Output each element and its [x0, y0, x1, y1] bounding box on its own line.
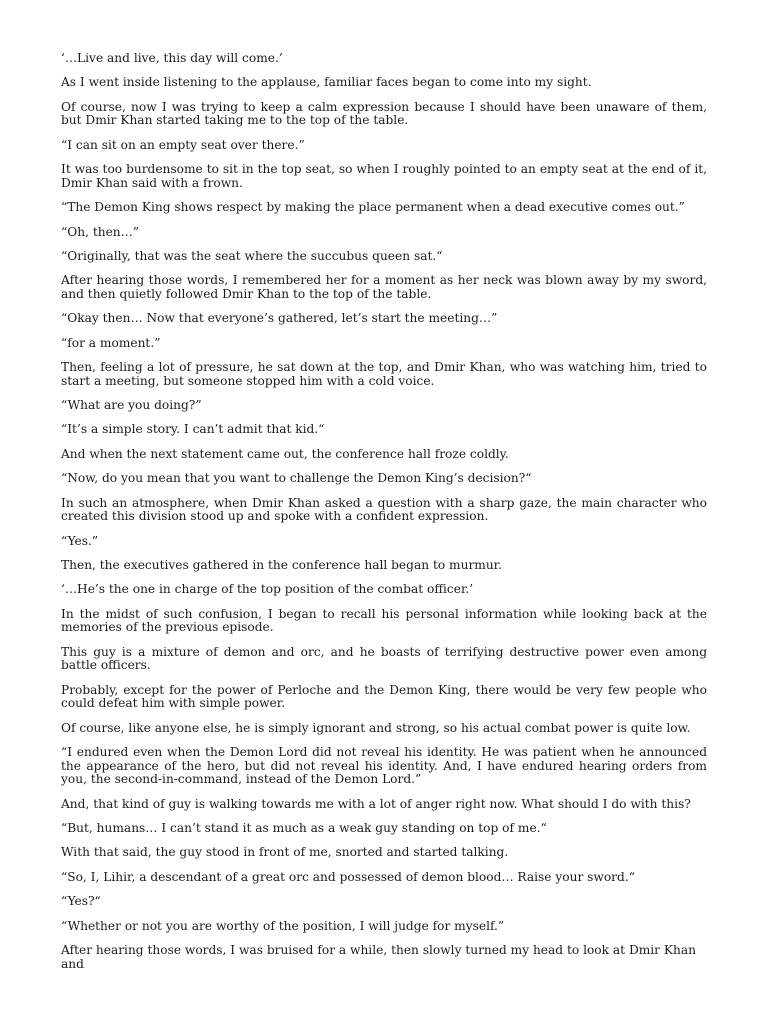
paragraph: In such an atmosphere, when Dmir Khan asked a question with a sharp gaze, the main character who created this division stood up and spoke with a confident expression.: [61, 495, 707, 524]
paragraph: “I can sit on an empty seat over there.”: [61, 137, 305, 152]
paragraph: With that said, the guy stood in front of me, snorted and started talking.: [61, 845, 509, 860]
paragraph: Then, the executives gathered in the conference hall began to murmur.: [61, 558, 503, 572]
paragraph: “The Demon King shows respect by making the place permanent when a dead executive comes out.”: [61, 200, 685, 215]
paragraph: After hearing those words, I remembered her for a moment as her neck was blown away by my sword, and then quietly followed Dmir Khan to the top of the table.: [61, 273, 707, 301]
paragraph: And, that kind of guy is walking towards me with a lot of anger right now. What should I do with this?: [61, 796, 691, 811]
paragraph: “Yes?“: [61, 894, 101, 909]
paragraph: “Whether or not you are worthy of the position, I will judge for myself.”: [61, 918, 505, 933]
document-page: [61, 52, 707, 982]
paragraph: Probably, except for the power of Perloche and the Demon King, there would be very few people who could defeat him with simple power.: [61, 682, 707, 711]
paragraph: After hearing those words, I was bruised for a while, then slowly turned my head to look at Dmir Khan and: [61, 943, 696, 971]
paragraph: “Oh, then…”: [61, 224, 140, 239]
paragraph: It was too burdensome to sit in the top seat, so when I roughly pointed to an empty seat at the end of it, Dmir Khan said with a frown.: [61, 162, 707, 190]
paragraph: “Okay then… Now that everyone’s gathered, let’s start the meeting…”: [61, 311, 498, 326]
paragraph: ‘…He’s the one in charge of the top position of the combat officer.’: [61, 582, 474, 597]
paragraph: “So, I, Lihir, a descendant of a great orc and possessed of demon blood… Raise your sword.“: [61, 869, 635, 884]
paragraph: And when the next statement came out, the conference hall froze coldly.: [61, 446, 509, 461]
paragraph: This guy is a mixture of demon and orc, and he boasts of terrifying destructive power even among battle officers.: [61, 644, 707, 673]
paragraph: In the midst of such confusion, I began to recall his personal information while looking back at the memories of the previous episode.: [61, 606, 707, 635]
paragraph: Of course, like anyone else, he is simply ignorant and strong, so his actual combat power is quite low.: [61, 720, 691, 735]
paragraph: ‘…Live and live, this day will come.’: [61, 51, 283, 65]
paragraph: “Yes.”: [61, 533, 99, 548]
paragraph: Of course, now I was trying to keep a calm expression because I should have been unaware of them, but Dmir Khan started taking me to the top of the table.: [61, 99, 707, 128]
paragraph: “It’s a simple story. I can’t admit that kid.“: [61, 422, 325, 437]
paragraph: Then, feeling a lot of pressure, he sat down at the top, and Dmir Khan, who was watching him, tried to start a meeting, but someone stopped him with a cold voice.: [61, 360, 707, 388]
paragraph: “Originally, that was the seat where the succubus queen sat.“: [61, 248, 443, 263]
paragraph: “Now, do you mean that you want to challenge the Demon King’s decision?“: [61, 471, 532, 486]
paragraph: “But, humans… I can’t stand it as much as a weak guy standing on top of me.“: [61, 821, 547, 836]
paragraph: “for a moment.”: [61, 335, 161, 350]
paragraph: As I went inside listening to the applause, familiar faces began to come into my sight.: [61, 75, 592, 90]
paragraph: “I endured even when the Demon Lord did not reveal his identity. He was patient when he announced the appearance of the hero, but did not reveal his identity. And, I have endured hearing orders from you, the second-in-command, instead of the Demon Lord.”: [61, 745, 707, 787]
paragraph: “What are you doing?”: [61, 398, 202, 413]
